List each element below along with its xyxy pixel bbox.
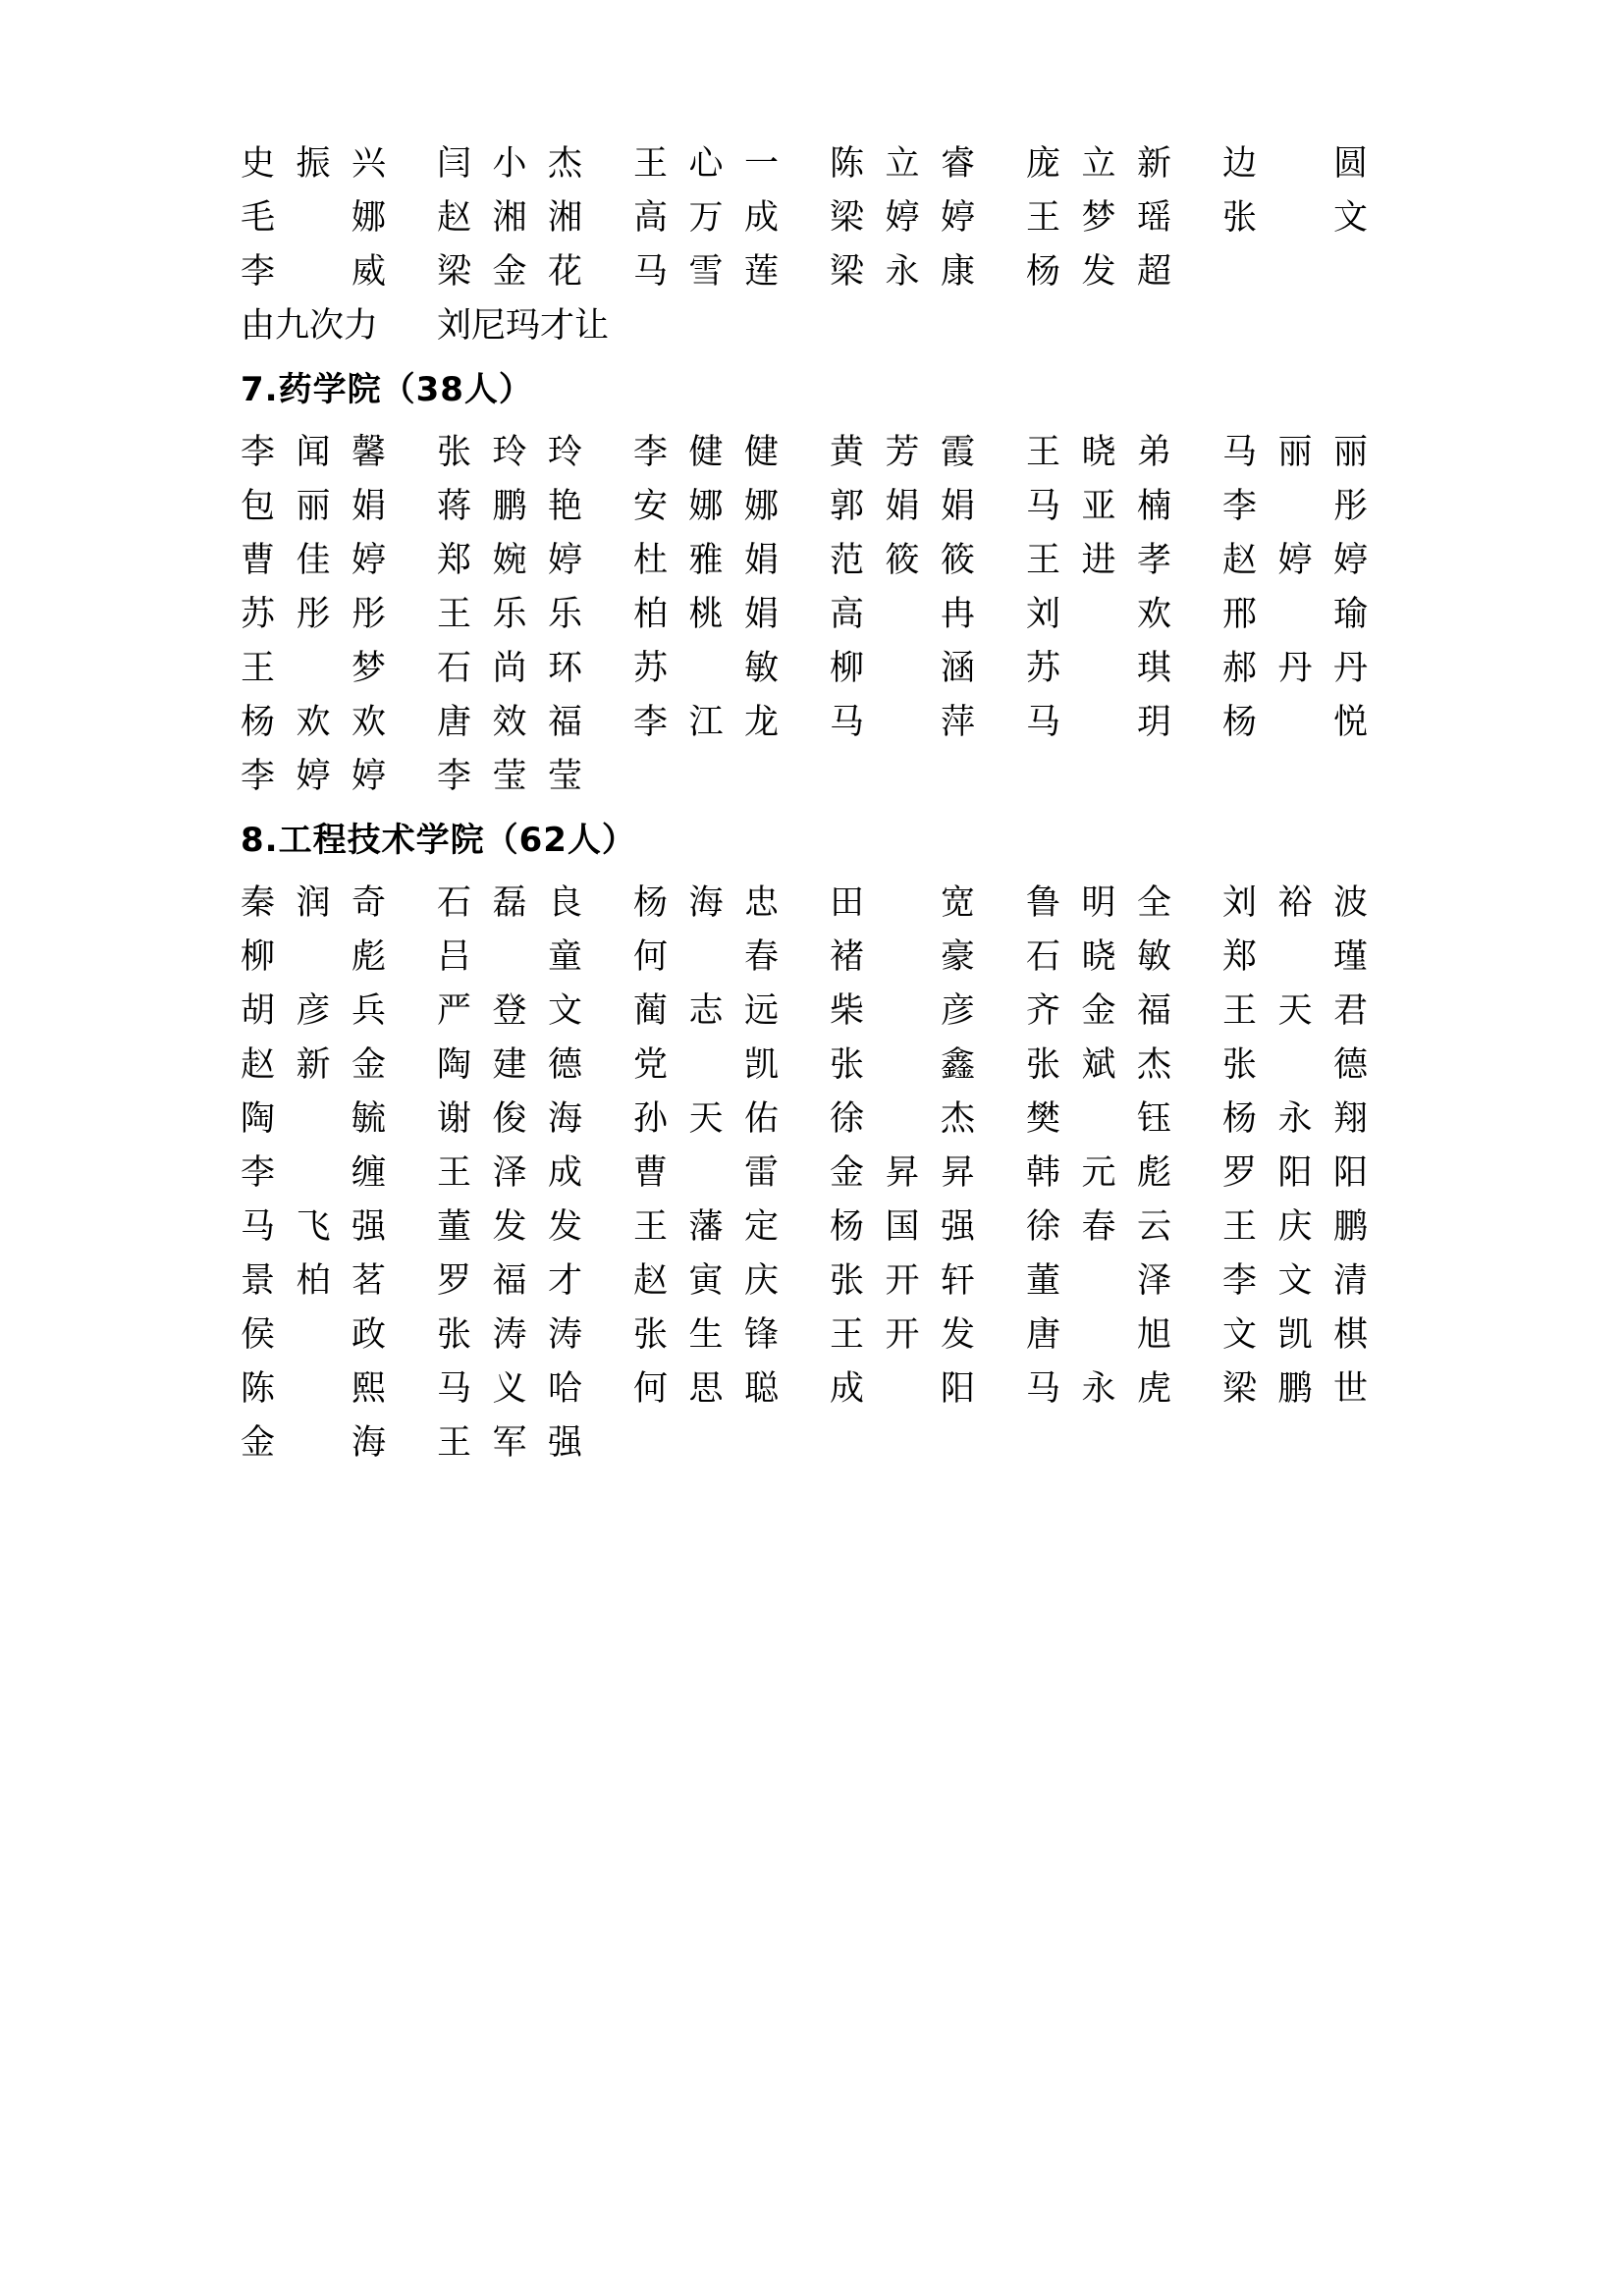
name-cell [437, 991, 633, 1031]
person-name: 李婷婷 [241, 757, 386, 796]
name-cell [437, 757, 633, 796]
person-name: 郑瑾 [1222, 937, 1368, 977]
person-name: 王泽成 [437, 1153, 582, 1193]
name-cell [830, 991, 1026, 1031]
name-cell [437, 937, 633, 977]
person-name: 王晓弟 [1026, 433, 1171, 472]
name-cell [437, 1045, 633, 1085]
name-cell [437, 541, 633, 580]
name-cell [830, 1207, 1026, 1247]
name-cell [830, 703, 1026, 742]
person-name: 包丽娟 [241, 487, 386, 526]
person-name: 杨永翔 [1222, 1099, 1368, 1139]
name-cell [437, 252, 633, 292]
person-name: 王心一 [633, 144, 779, 184]
name-group [241, 821, 1398, 1463]
name-row [241, 757, 1398, 796]
person-name: 张文 [1222, 198, 1368, 238]
name-cell [1222, 991, 1419, 1031]
name-cell [1222, 937, 1419, 977]
person-name: 马永虎 [1026, 1369, 1171, 1409]
name-cell [1222, 1315, 1419, 1355]
name-cell [1222, 487, 1419, 526]
name-row [241, 649, 1398, 688]
person-name: 杜雅娟 [633, 541, 779, 580]
person-name: 陶毓 [241, 1099, 386, 1139]
name-cell [1026, 1207, 1222, 1247]
name-cell [633, 487, 830, 526]
person-name: 郑婉婷 [437, 541, 582, 580]
name-cell [1026, 991, 1222, 1031]
person-name: 刘欢 [1026, 595, 1171, 634]
name-cell [241, 433, 437, 472]
name-cell [633, 198, 830, 238]
name-cell [1026, 252, 1222, 292]
person-name: 柳涵 [830, 649, 975, 688]
name-cell [437, 703, 633, 742]
name-cell [241, 937, 437, 977]
name-cell [1026, 198, 1222, 238]
person-name: 黄芳霞 [830, 433, 975, 472]
name-cell [633, 937, 830, 977]
person-name: 唐旭 [1026, 1315, 1171, 1355]
section-heading: 8.工程技术学院（62人） [241, 821, 636, 860]
name-cell [830, 198, 1026, 238]
person-name: 柳彪 [241, 937, 386, 977]
name-cell [1222, 703, 1419, 742]
name-cell [633, 144, 830, 184]
person-name: 高万成 [633, 198, 779, 238]
name-cell [241, 883, 437, 923]
person-name: 毛娜 [241, 198, 386, 238]
person-name: 蔺志远 [633, 991, 779, 1031]
name-cell [437, 1261, 633, 1301]
name-cell [1222, 595, 1419, 634]
person-name: 梁鹏世 [1222, 1369, 1368, 1409]
name-cell [633, 1099, 830, 1139]
name-cell [1222, 1261, 1419, 1301]
name-row [241, 433, 1398, 472]
name-cell [437, 433, 633, 472]
name-row [241, 198, 1398, 238]
person-name: 王藩定 [633, 1207, 779, 1247]
person-name: 李文清 [1222, 1261, 1368, 1301]
person-name: 马玥 [1026, 703, 1171, 742]
person-name: 王开发 [830, 1315, 975, 1355]
name-row [241, 883, 1398, 923]
person-name: 何思聪 [633, 1369, 779, 1409]
person-name: 田宽 [830, 883, 975, 923]
person-name: 李威 [241, 252, 386, 292]
name-cell [830, 1099, 1026, 1139]
name-cell [241, 306, 437, 346]
name-cell [830, 144, 1026, 184]
name-row [241, 541, 1398, 580]
person-name: 苏彤彤 [241, 595, 386, 634]
name-cell [830, 433, 1026, 472]
name-cell [633, 595, 830, 634]
person-name: 庞立新 [1026, 144, 1171, 184]
name-cell [437, 306, 633, 346]
name-cell [241, 703, 437, 742]
person-name: 褚豪 [830, 937, 975, 977]
name-row [241, 487, 1398, 526]
person-name: 张德 [1222, 1045, 1368, 1085]
person-name: 秦润奇 [241, 883, 386, 923]
name-row [241, 1099, 1398, 1139]
name-cell [437, 649, 633, 688]
name-cell [241, 1099, 437, 1139]
person-name: 马义哈 [437, 1369, 582, 1409]
person-name: 王进孝 [1026, 541, 1171, 580]
person-name: 侯政 [241, 1315, 386, 1355]
person-name: 孙天佑 [633, 1099, 779, 1139]
name-cell [1026, 595, 1222, 634]
person-name: 由九次力 [241, 306, 379, 346]
name-group [241, 370, 1398, 796]
name-row [241, 1315, 1398, 1355]
name-cell [437, 144, 633, 184]
name-cell [241, 1369, 437, 1409]
name-cell [1026, 1153, 1222, 1193]
person-name: 李江龙 [633, 703, 779, 742]
person-name: 董发发 [437, 1207, 582, 1247]
person-name: 何春 [633, 937, 779, 977]
name-row [241, 1045, 1398, 1085]
person-name: 苏敏 [633, 649, 779, 688]
person-name: 党凯 [633, 1045, 779, 1085]
person-name: 梁婷婷 [830, 198, 975, 238]
person-name: 石尚环 [437, 649, 582, 688]
person-name: 李闻馨 [241, 433, 386, 472]
person-name: 李莹莹 [437, 757, 582, 796]
person-name: 杨欢欢 [241, 703, 386, 742]
person-name: 张玲玲 [437, 433, 582, 472]
name-cell [830, 1153, 1026, 1193]
person-name: 郭娟娟 [830, 487, 975, 526]
name-cell [633, 703, 830, 742]
name-cell [1222, 1099, 1419, 1139]
person-name: 柴彦 [830, 991, 975, 1031]
person-name: 马飞强 [241, 1207, 386, 1247]
name-cell [830, 1315, 1026, 1355]
name-cell [241, 198, 437, 238]
person-name: 高冉 [830, 595, 975, 634]
person-name: 罗阳阳 [1222, 1153, 1368, 1193]
name-cell [241, 1045, 437, 1085]
name-cell [241, 487, 437, 526]
person-name: 陈熙 [241, 1369, 386, 1409]
name-cell [1222, 1369, 1419, 1409]
name-cell [830, 541, 1026, 580]
person-name: 杨国强 [830, 1207, 975, 1247]
name-cell [241, 144, 437, 184]
name-cell [830, 1261, 1026, 1301]
person-name: 王天君 [1222, 991, 1368, 1031]
name-cell [437, 1315, 633, 1355]
name-cell [1026, 1045, 1222, 1085]
name-cell [1026, 703, 1222, 742]
name-row [241, 144, 1398, 184]
person-name: 成阳 [830, 1369, 975, 1409]
name-row [241, 1153, 1398, 1193]
person-name: 张生锋 [633, 1315, 779, 1355]
name-cell [241, 595, 437, 634]
person-name: 史振兴 [241, 144, 386, 184]
name-cell [1222, 1045, 1419, 1085]
name-cell [437, 595, 633, 634]
person-name: 王梦 [241, 649, 386, 688]
person-name: 金昇昇 [830, 1153, 975, 1193]
person-name: 张涛涛 [437, 1315, 582, 1355]
name-cell [1026, 1369, 1222, 1409]
person-name: 王庆鹏 [1222, 1207, 1368, 1247]
name-cell [633, 252, 830, 292]
name-row [241, 937, 1398, 977]
name-list-content [241, 144, 1398, 1463]
name-cell [1026, 1261, 1222, 1301]
person-name: 张鑫 [830, 1045, 975, 1085]
name-cell [830, 1045, 1026, 1085]
person-name: 吕童 [437, 937, 582, 977]
name-cell [437, 1099, 633, 1139]
person-name: 王乐乐 [437, 595, 582, 634]
name-cell [1222, 433, 1419, 472]
name-cell [241, 1261, 437, 1301]
person-name: 王梦瑶 [1026, 198, 1171, 238]
name-cell [241, 991, 437, 1031]
person-name: 安娜娜 [633, 487, 779, 526]
name-cell [1026, 1099, 1222, 1139]
name-group [241, 144, 1398, 346]
person-name: 李彤 [1222, 487, 1368, 526]
name-cell [830, 883, 1026, 923]
name-cell [633, 1153, 830, 1193]
person-name: 文凯棋 [1222, 1315, 1368, 1355]
person-name: 赵寅庆 [633, 1261, 779, 1301]
name-cell [633, 1315, 830, 1355]
name-cell [1222, 198, 1419, 238]
name-cell [437, 1423, 633, 1463]
name-cell [437, 1153, 633, 1193]
name-cell [241, 1207, 437, 1247]
name-cell [1026, 1315, 1222, 1355]
person-name: 曹佳婷 [241, 541, 386, 580]
name-cell [437, 198, 633, 238]
person-name: 梁永康 [830, 252, 975, 292]
person-name: 马亚楠 [1026, 487, 1171, 526]
name-cell [633, 883, 830, 923]
person-name: 张斌杰 [1026, 1045, 1171, 1085]
name-cell [633, 433, 830, 472]
name-cell [1222, 649, 1419, 688]
person-name: 刘尼玛才让 [437, 306, 610, 346]
name-cell [241, 1153, 437, 1193]
person-name: 梁金花 [437, 252, 582, 292]
person-name: 罗福才 [437, 1261, 582, 1301]
name-cell [830, 487, 1026, 526]
person-name: 唐效福 [437, 703, 582, 742]
name-cell [633, 649, 830, 688]
name-cell [830, 937, 1026, 977]
name-cell [241, 1423, 437, 1463]
name-cell [437, 883, 633, 923]
name-row [241, 991, 1398, 1031]
name-row [241, 703, 1398, 742]
name-cell [241, 252, 437, 292]
person-name: 马丽丽 [1222, 433, 1368, 472]
name-cell [830, 252, 1026, 292]
person-name: 韩元彪 [1026, 1153, 1171, 1193]
name-cell [830, 1369, 1026, 1409]
name-cell [1222, 1207, 1419, 1247]
name-cell [830, 649, 1026, 688]
person-name: 胡彦兵 [241, 991, 386, 1031]
person-name: 蒋鹏艳 [437, 487, 582, 526]
person-name: 郝丹丹 [1222, 649, 1368, 688]
name-cell [633, 1207, 830, 1247]
person-name: 赵湘湘 [437, 198, 582, 238]
person-name: 范筱筱 [830, 541, 975, 580]
person-name: 杨悦 [1222, 703, 1368, 742]
person-name: 刘裕波 [1222, 883, 1368, 923]
name-row [241, 1423, 1398, 1463]
name-cell [1222, 541, 1419, 580]
name-cell [633, 1369, 830, 1409]
name-cell [1222, 144, 1419, 184]
name-cell [241, 649, 437, 688]
person-name: 谢俊海 [437, 1099, 582, 1139]
person-name: 鲁明全 [1026, 883, 1171, 923]
person-name: 王军强 [437, 1423, 582, 1463]
person-name: 苏琪 [1026, 649, 1171, 688]
name-cell [241, 1315, 437, 1355]
name-cell [1026, 541, 1222, 580]
person-name: 严登文 [437, 991, 582, 1031]
name-row [241, 252, 1398, 292]
person-name: 邢瑜 [1222, 595, 1368, 634]
person-name: 陶建德 [437, 1045, 582, 1085]
person-name: 齐金福 [1026, 991, 1171, 1031]
name-cell [437, 1207, 633, 1247]
person-name: 闫小杰 [437, 144, 582, 184]
name-row [241, 595, 1398, 634]
person-name: 董泽 [1026, 1261, 1171, 1301]
person-name: 杨发超 [1026, 252, 1171, 292]
name-cell [241, 757, 437, 796]
person-name: 杨海忠 [633, 883, 779, 923]
name-cell [1026, 883, 1222, 923]
name-cell [1026, 649, 1222, 688]
name-cell [633, 1045, 830, 1085]
name-cell [437, 1369, 633, 1409]
person-name: 石晓敏 [1026, 937, 1171, 977]
person-name: 柏桃娟 [633, 595, 779, 634]
name-cell [437, 487, 633, 526]
name-row [241, 1369, 1398, 1409]
name-cell [633, 991, 830, 1031]
name-cell [633, 1261, 830, 1301]
person-name: 石磊良 [437, 883, 582, 923]
person-name: 陈立睿 [830, 144, 975, 184]
name-cell [1026, 487, 1222, 526]
person-name: 李健健 [633, 433, 779, 472]
person-name: 徐杰 [830, 1099, 975, 1139]
name-cell [1222, 883, 1419, 923]
section-heading: 7.药学院（38人） [241, 370, 533, 409]
person-name: 马萍 [830, 703, 975, 742]
person-name: 边圆 [1222, 144, 1368, 184]
name-cell [1026, 937, 1222, 977]
person-name: 曹雷 [633, 1153, 779, 1193]
person-name: 张开轩 [830, 1261, 975, 1301]
name-cell [633, 541, 830, 580]
person-name: 马雪莲 [633, 252, 779, 292]
name-row [241, 1261, 1398, 1301]
person-name: 徐春云 [1026, 1207, 1171, 1247]
person-name: 景柏茗 [241, 1261, 386, 1301]
name-cell [241, 541, 437, 580]
name-cell [1026, 433, 1222, 472]
name-cell [1026, 144, 1222, 184]
person-name: 赵婷婷 [1222, 541, 1368, 580]
person-name: 赵新金 [241, 1045, 386, 1085]
person-name: 金海 [241, 1423, 386, 1463]
person-name: 李缠 [241, 1153, 386, 1193]
name-cell [1222, 1153, 1419, 1193]
person-name: 樊钰 [1026, 1099, 1171, 1139]
name-row [241, 1207, 1398, 1247]
name-cell [830, 595, 1026, 634]
name-row [241, 306, 1398, 346]
